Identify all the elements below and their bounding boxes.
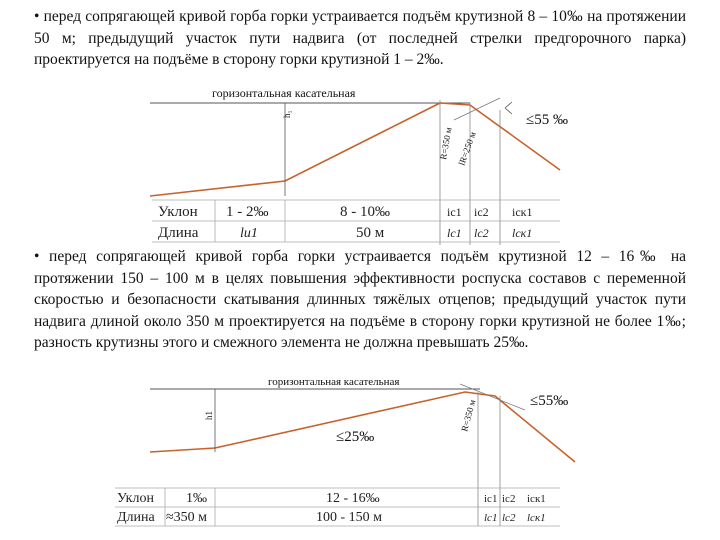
lc1-cell-2: lс1 xyxy=(484,512,498,524)
radius-label-1: R=350 м xyxy=(438,126,454,161)
len-cell-2: 50 м xyxy=(356,225,385,241)
isk1-cell-1: iск1 xyxy=(512,205,533,219)
ic1-cell-1: iс1 xyxy=(447,205,462,219)
ic2-cell-1: iс2 xyxy=(474,205,489,219)
lsk1-cell-1: lск1 xyxy=(512,226,533,240)
profile-line-1 xyxy=(150,103,560,196)
lc2-cell-1: lс2 xyxy=(474,226,489,240)
curve-label-1: lR=250 м xyxy=(456,130,478,167)
isk1-cell-2: iск1 xyxy=(527,493,546,505)
row-header-length-1: Длина xyxy=(158,225,199,241)
lsk1-cell-2: lск1 xyxy=(527,512,546,524)
slope-cell-2-1: 1‰ xyxy=(186,491,207,506)
diff-limit-2: ≤25‰ xyxy=(336,429,375,445)
h-label-2: h1 xyxy=(204,411,214,420)
slope-cell-1: 1 - 2‰ xyxy=(226,204,269,220)
slope-cell-2-2: 12 - 16‰ xyxy=(326,491,380,506)
radius-label-2: R=350 м xyxy=(459,398,478,433)
len-cell-1: lи1 xyxy=(240,226,258,241)
ic1-cell-2: iс1 xyxy=(484,493,498,505)
tangent-label-1: горизонтальная касательная xyxy=(212,86,356,100)
slope-cell-2: 8 - 10‰ xyxy=(340,204,390,220)
lc1-cell-1: lс1 xyxy=(447,226,462,240)
lc2-cell-2: lс2 xyxy=(502,512,516,524)
arrow-icon-1 xyxy=(505,102,512,114)
slope-limit-1: ≤55 ‰ xyxy=(526,112,568,128)
row-header-slope-2: Уклон xyxy=(117,491,154,506)
len-cell-2-2: 100 - 150 м xyxy=(316,510,383,525)
row-header-length-2: Длина xyxy=(117,510,155,525)
ic2-cell-2: iс2 xyxy=(502,493,516,505)
tangent-label-2: горизонтальная касательная xyxy=(268,376,400,388)
len-cell-2-1: ≈350 м xyxy=(166,510,208,525)
h-label-1: h₁ xyxy=(282,110,292,118)
paragraph-first: • перед сопрягающей кривой горба горки устраивается подъём крутизной 8 – 10‰ на протяжении 50 м; предыдущий участок пути надвига (от последней стрелки предгорочного парка) проектируется на подъёме в сторону горки крутизной 1 – 2‰. xyxy=(34,8,686,68)
profile-line-2 xyxy=(150,392,575,462)
paragraph-second: • перед сопрягающей кривой горба горки устраивается подъём крутизной 12 – 16‰ на протяжении 150 – 100 м в целях повышения эффективности роспуска составов с переменной скоростью и безопасности скатывания длинных тяжёлых отцепов; предыдущий участок пути надвига длиной около 350 м проектируется на подъёме в сторону горки крутизной не более 1‰; разность крутизны этого и смежного элемента не должна превышать 25‰. xyxy=(34,248,686,351)
slope-limit-2: ≤55‰ xyxy=(530,393,569,409)
radius-line-1 xyxy=(454,98,500,120)
row-header-slope-1: Уклон xyxy=(158,204,198,220)
